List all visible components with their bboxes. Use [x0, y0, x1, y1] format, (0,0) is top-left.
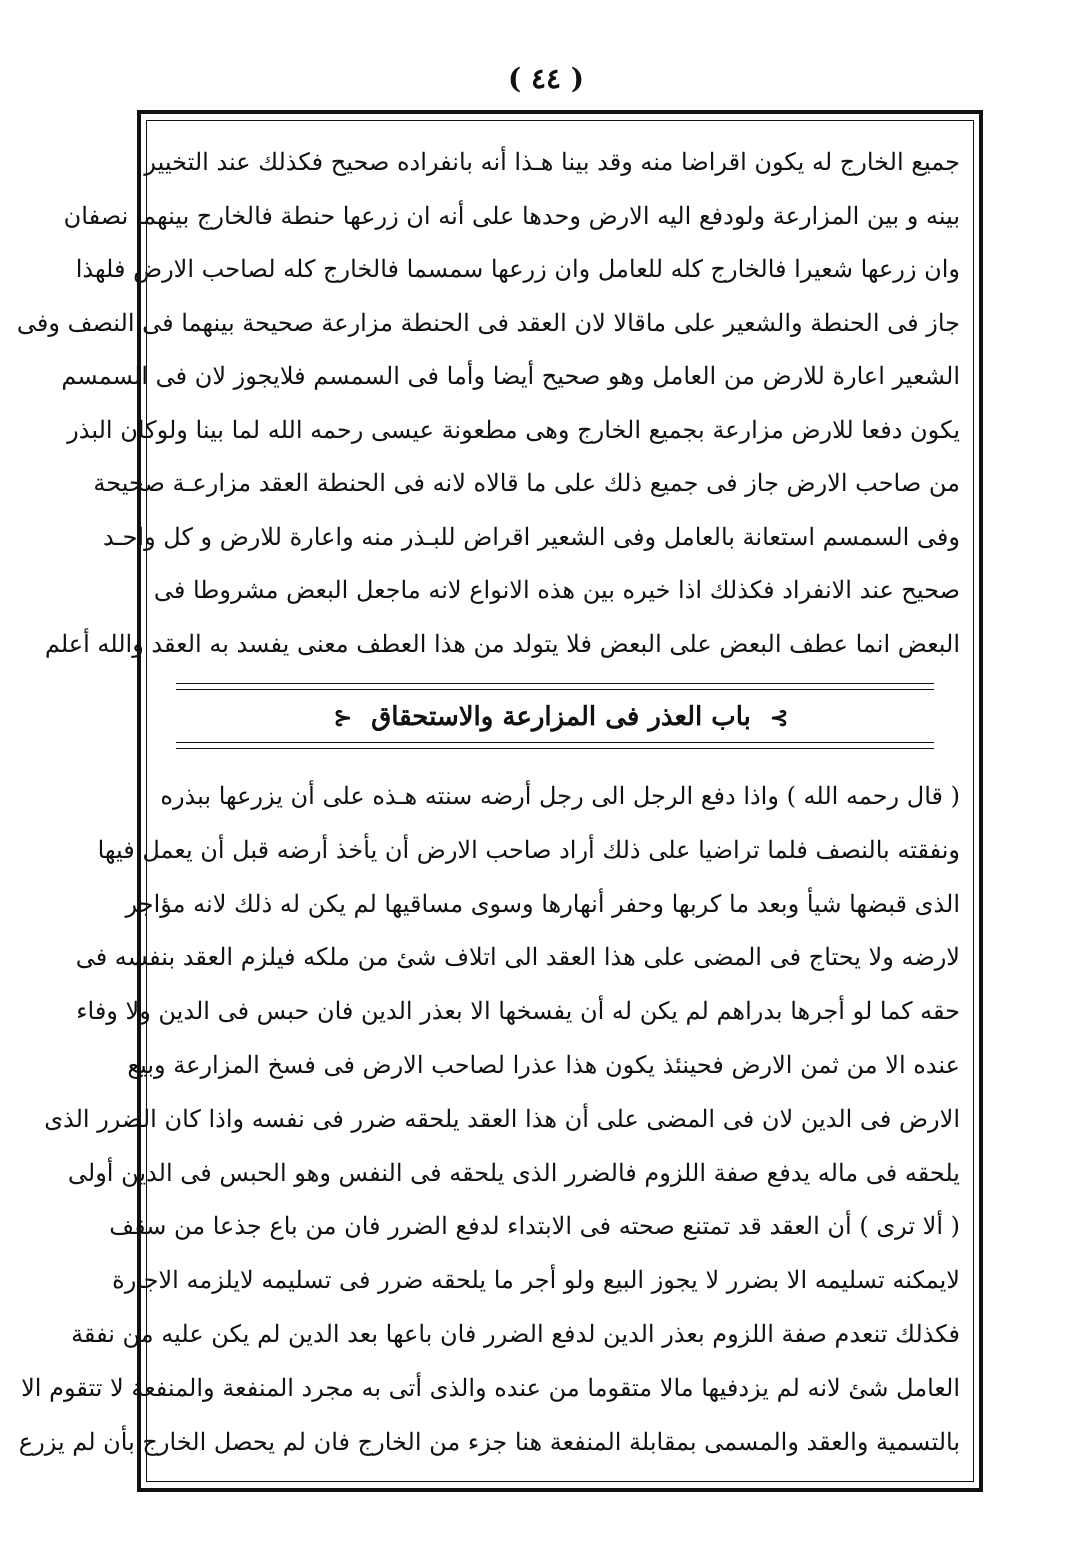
text-line: ( ألا ترى ) أن العقد قد تمتنع صحته فى الابتداء لدفع الضرر فان من باع جذعا من سقف: [109, 1212, 960, 1241]
ornament-icon: ⊱: [769, 705, 789, 731]
text-line: وان زرعها شعيرا فالخارج كله للعامل وان زرعها سمسما فالخارج كله لصاحب الارض فلهذا: [75, 255, 960, 283]
text-line: حقه كما لو أجرها بدراهم لم يكن له أن يفسخها الا بعذر الدين فان حبس فى الدين ولا وفاء: [76, 997, 960, 1026]
chapter-title: باب العذر فى المزارعة والاستحقاق: [371, 702, 751, 732]
text-line: وفى السمسم استعانة بالعامل وفى الشعير اقراض للبـذر منه واعارة للارض و كل واحـد: [102, 522, 960, 551]
text-line: يلحقه فى ماله يدفع صفة اللزوم فالضرر الذى يلحقه فى النفس وهو الحبس فى الدين أولى: [67, 1158, 960, 1187]
text-line: جميع الخارج له يكون اقراضا منه وقد بينا هـذا أنه بانفراده صحيح فكذلك عند التخيير: [144, 148, 960, 176]
divider-rule: [176, 683, 934, 684]
text-line: لايمكنه تسليمه الا بضرر لا يجوز البيع ولو أجر ما يلحقه ضرر فى تسليمه لايلزمه الاجارة: [112, 1266, 960, 1295]
text-line: ونفقته بالنصف فلما تراضيا على ذلك أراد صاحب الارض أن يأخذ أرضه قبل أن يعمل فيها: [97, 835, 960, 864]
text-line: جاز فى الحنطة والشعير على ماقالا لان العقد فى الحنطة مزارعة صحيحة بينهما فى النصف وفى: [16, 308, 960, 337]
text-line: لارضه ولا يحتاج فى المضى على هذا العقد الى اتلاف شئ من ملكه فيلزم العقد بنفسه فى: [75, 943, 960, 972]
text-line: ( قال رحمه الله ) واذا دفع الرجل الى رجل أرضه سنته هـذه على أن يزرعها ببذره: [160, 782, 960, 810]
text-line: عنده الا من ثمن الارض فحينئذ يكون هذا عذرا لصاحب الارض فى فسخ المزارعة وبيع: [127, 1050, 960, 1079]
text-line: صحيح عند الانفراد فكذلك اذا خيره بين هذه الانواع لانه ماجعل البعض مشروطا فى: [153, 576, 960, 604]
divider-rule: [176, 742, 934, 743]
text-line: البعض انما عطف البعض على البعض فلا يتولد من هذا العطف معنى يفسد به العقد والله أعلم: [44, 629, 960, 658]
text-line: من صاحب الارض جاز فى جميع ذلك على ما قالاه لانه فى الحنطة العقد مزارعـة صحيحة: [93, 469, 960, 497]
text-line: يكون دفعا للارض مزارعة بجميع الخارج وهى مطعونة عيسى رحمه الله لما بينا ولوكان البذر: [67, 415, 960, 444]
chapter-heading: [162, 694, 960, 740]
text-line: فكذلك تنعدم صفة اللزوم بعذر الدين لدفع الضرر فان باعها بعد الدين لم يكن عليه من نفقة: [71, 1319, 960, 1348]
text-line: بالتسمية والعقد والمسمى بمقابلة المنفعة هنا جزء من الخارج فان لم يحصل الخارج بأن لم يزرع: [18, 1427, 960, 1456]
text-line: الشعير اعارة للارض من العامل وهو صحيح أيضا وأما فى السمسم فلايجوز لان فى السمسم: [61, 362, 960, 390]
text-line: الارض فى الدين لان فى المضى على أن هذا العقد يلحقه ضرر فى نفسه واذا كان الضرر الذى: [44, 1104, 960, 1133]
divider-rule: [176, 689, 934, 690]
text-line: بينه و بين المزارعة ولودفع اليه الارض وحدها على أنه ان زرعها حنطة فالخارج بينهما نصفان: [63, 201, 960, 230]
page-number: ( ٤٤ ): [507, 62, 585, 95]
text-line: الذى قبضها شيأ وبعد ما كربها وحفر أنهارها وسوى مساقيها لم يكن له ذلك لانه مؤاجر: [125, 889, 960, 918]
text-section-top: [16, 136, 960, 671]
text-section-bottom: [18, 770, 960, 1469]
divider-rule: [176, 748, 934, 749]
ornament-icon: ⊰: [333, 705, 352, 731]
text-line: العامل شئ لانه لم يزدفيها مالا متقوما من عنده والذى أتى به مجرد المنفعة والمنفعة لا تتقوم الا: [21, 1373, 960, 1402]
